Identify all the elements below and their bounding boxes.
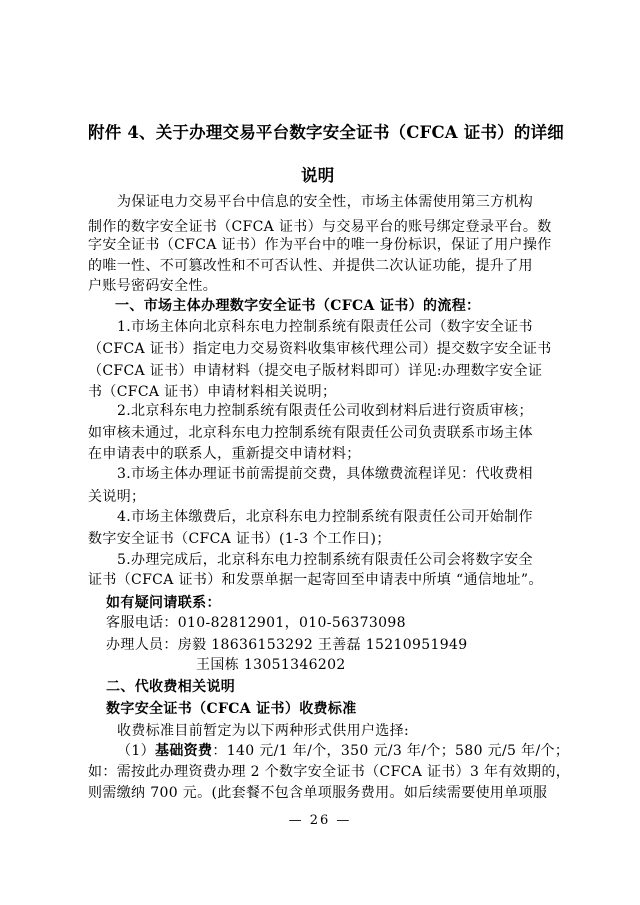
item-text: ：140 元/1 年/个，350 元/3 年/个；580 元/5 年/个； — [212, 743, 570, 759]
item-label-bold: 基础资费 — [154, 743, 213, 759]
section1-line: 3.市场主体办理证书前需提前交费，具体缴费流程详见：代收费相 — [117, 466, 533, 482]
section1-line: 关说明； — [88, 489, 146, 505]
intro-line: 为保证电力交易平台中信息的安全性，市场主体需使用第三方机构 — [117, 194, 534, 210]
section1-line: 如审核未通过，北京科东电力控制系统有限责任公司负责联系市场主体 — [88, 425, 533, 441]
section1-line: （CFCA 证书）指定电力交易资料收集审核代理公司）提交数字安全证书 — [88, 341, 552, 357]
section2-line: 收费标准目前暂定为以下两种形式供用户选择: — [117, 723, 410, 739]
page-number: — 26 — — [288, 813, 352, 828]
section2-line: 则需缴纳 700 元。(此套餐不包含单项服务费用。如后续需要使用单项服 — [88, 785, 548, 801]
contact-staff: 王国栋 13051346202 — [196, 657, 346, 673]
document-title-line-1: 附件 4、关于办理交易平台数字安全证书（CFCA 证书）的详细 — [88, 123, 564, 142]
contact-phone: 客服电话：010-82812901，010-56373098 — [106, 615, 406, 631]
section1-line: 在申请表中的联系人，重新提交申请材料； — [88, 446, 361, 462]
intro-line: 字安全证书（CFCA 证书）作为平台中的唯一身份标识，保证了用户操作 — [88, 237, 552, 253]
contact-heading: 如有疑问请联系： — [106, 595, 221, 611]
section1-line: 2.北京科东电力控制系统有限责任公司收到材料后进行资质审核； — [117, 403, 533, 419]
section1-line: 1.市场主体向北京科东电力控制系统有限责任公司（数字安全证书 — [117, 319, 533, 335]
section2-item — [117, 742, 569, 760]
intro-line: 制作的数字安全证书（CFCA 证书）与交易平台的账号绑定登录平台。数 — [88, 219, 552, 235]
item-prefix: （1） — [117, 743, 155, 759]
section1-line: 证书（CFCA 证书）和发票单据一起寄回至申请表中所填 “通信地址”。 — [88, 572, 543, 588]
section2-subheading: 数字安全证书（CFCA 证书）收费标准 — [106, 701, 357, 717]
document-title-line-2: 说明 — [301, 166, 335, 185]
section1-heading: 一、市场主体办理数字安全证书（CFCA 证书）的流程： — [115, 298, 481, 314]
section1-line: 5.办理完成后，北京科东电力控制系统有限责任公司会将数字安全 — [117, 552, 533, 568]
section1-line: （CFCA 证书）申请材料（提交电子版材料即可）详见:办理数字安全证 — [88, 363, 543, 379]
section2-line: 如：需按此办理资费办理 2 个数字安全证书（CFCA 证书）3 年有效期的， — [88, 764, 571, 780]
section1-line: 数字安全证书（CFCA 证书）(1-3 个工作日)； — [88, 531, 391, 547]
intro-line: 户账号密码安全性。 — [88, 278, 218, 294]
intro-line: 的唯一性、不可篡改性和不可否认性、并提供二次认证功能，提升了用 — [88, 258, 533, 274]
section2-heading: 二、代收费相关说明 — [106, 679, 236, 695]
section1-line: 4.市场主体缴费后，北京科东电力控制系统有限责任公司开始制作 — [117, 509, 533, 525]
contact-staff: 办理人员：房毅 18636153292 王善磊 15210951949 — [106, 637, 468, 653]
section1-line: 书（CFCA 证书）申请材料相关说明； — [88, 384, 337, 400]
